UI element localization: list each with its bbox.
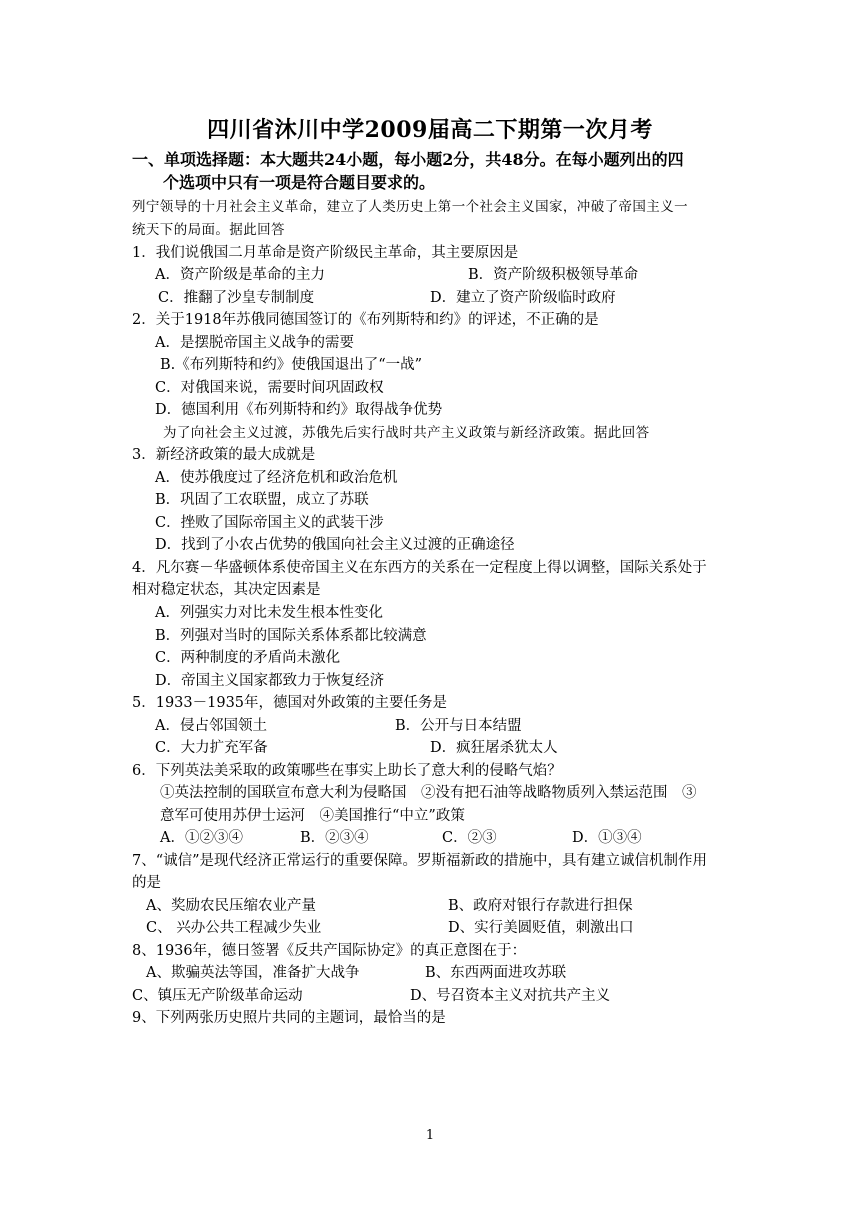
section-heading-line-1: 一、单项选择题：本大题共24小题，每小题2分，共48分。在每小题列出的四 xyxy=(132,150,684,169)
question-3-option-a: A．使苏俄度过了经济危机和政治危机 xyxy=(155,470,398,486)
section-heading-line-2: 个选项中只有一项是符合题目要求的。 xyxy=(163,173,436,192)
question-1-option-b: B．资产阶级积极领导革命 xyxy=(468,267,639,283)
question-4-option-d: D．帝国主义国家都致力于恢复经济 xyxy=(155,673,385,689)
question-2-option-a: A．是摆脱帝国主义战争的需要 xyxy=(155,335,354,351)
question-5-option-a: A．侵占邻国领土 xyxy=(155,718,267,734)
question-4-option-c: C．两种制度的矛盾尚未激化 xyxy=(155,650,341,666)
question-1-stem: 1．我们说俄国二月革命是资产阶级民主革命，其主要原因是 xyxy=(132,245,519,261)
question-5-option-c: C．大力扩充军备 xyxy=(155,740,268,756)
question-8-option-b: B、东西两面进攻苏联 xyxy=(425,965,567,981)
question-1-option-d: D．建立了资产阶级临时政府 xyxy=(430,290,616,306)
intro-paragraph-2: 为了向社会主义过渡，苏俄先后实行战时共产主义政策与新经济政策。据此回答 xyxy=(163,425,650,441)
question-4-stem-line-2: 相对稳定状态，其决定因素是 xyxy=(132,582,321,598)
question-3-option-c: C．挫败了国际帝国主义的武装干涉 xyxy=(155,515,384,531)
question-5-stem: 5．1933－1935年，德国对外政策的主要任务是 xyxy=(132,695,448,711)
question-7-stem-line-1: 7、“诚信”是现代经济正常运行的重要保障。罗斯福新政的措施中，具有建立诚信机制作用 xyxy=(132,853,708,869)
question-9-stem: 9、下列两张历史照片共同的主题词，最恰当的是 xyxy=(132,1010,446,1026)
question-1-option-a: A．资产阶级是革命的主力 xyxy=(155,267,325,283)
question-6-option-a: A．①②③④ xyxy=(160,830,243,846)
question-6-option-b: B．②③④ xyxy=(300,830,369,846)
question-6-items-line-1: ①英法控制的国联宣布意大利为侵略国 ②没有把石油等战略物质列入禁运范围 ③ xyxy=(160,785,697,801)
question-8-stem: 8、1936年，德日签署《反共产国际协定》的真正意图在于： xyxy=(132,943,527,959)
question-2-option-b: B.《布列斯特和约》使俄国退出了“一战” xyxy=(160,357,423,373)
question-7-option-c: C、 兴办公共工程减少失业 xyxy=(146,920,322,936)
question-7-option-d: D、实行美圆贬值，刺激出口 xyxy=(448,920,634,936)
question-3-stem: 3．新经济政策的最大成就是 xyxy=(132,447,316,463)
question-6-stem: 6．下列英法美采取的政策哪些在事实上助长了意大利的侵略气焰？ xyxy=(132,763,562,779)
question-7-option-a: A、奖励农民压缩农业产量 xyxy=(146,898,316,914)
question-6-option-d: D．①③④ xyxy=(572,830,642,846)
question-2-stem: 2．关于1918年苏俄同德国签订的《布列斯特和约》的评述，不正确的是 xyxy=(132,312,599,328)
question-1-option-c: C．推翻了沙皇专制制度 xyxy=(158,290,315,306)
question-3-option-b: B．巩固了工农联盟，成立了苏联 xyxy=(155,492,369,508)
question-4-option-b: B．列强对当时的国际关系体系都比较满意 xyxy=(155,628,427,644)
question-8-option-c: C、镇压无产阶级革命运动 xyxy=(132,988,303,1004)
question-6-option-c: C．②③ xyxy=(442,830,497,846)
question-5-option-d: D．疯狂屠杀犹太人 xyxy=(430,740,558,756)
page-number: 1 xyxy=(425,1128,435,1143)
question-2-option-d: D．德国利用《布列斯特和约》取得战争优势 xyxy=(155,402,443,418)
question-4-option-a: A．列强实力对比未发生根本性变化 xyxy=(155,605,383,621)
question-7-option-b: B、政府对银行存款进行担保 xyxy=(448,898,633,914)
page-title: 四川省沐川中学2009届高二下期第一次月考 xyxy=(207,117,653,143)
question-4-stem-line-1: 4．凡尔赛－华盛顿体系使帝国主义在东西方的关系在一定程度上得以调整，国际关系处于 xyxy=(132,560,707,576)
question-8-option-d: D、号召资本主义对抗共产主义 xyxy=(410,988,611,1004)
question-8-option-a: A、欺骗英法等国，准备扩大战争 xyxy=(146,965,360,981)
question-2-option-c: C．对俄国来说，需要时间巩固政权 xyxy=(155,380,384,396)
question-3-option-d: D．找到了小农占优势的俄国向社会主义过渡的正确途径 xyxy=(155,537,515,553)
question-5-option-b: B．公开与日本结盟 xyxy=(395,718,522,734)
intro-paragraph-1-line-2: 统天下的局面。据此回答 xyxy=(132,222,285,238)
question-7-stem-line-2: 的是 xyxy=(132,875,161,891)
question-6-items-line-2: 意军可使用苏伊士运河 ④美国推行“中立”政策 xyxy=(160,808,465,824)
intro-paragraph-1-line-1: 列宁领导的十月社会主义革命，建立了人类历史上第一个社会主义国家，冲破了帝国主义一 xyxy=(132,199,688,215)
